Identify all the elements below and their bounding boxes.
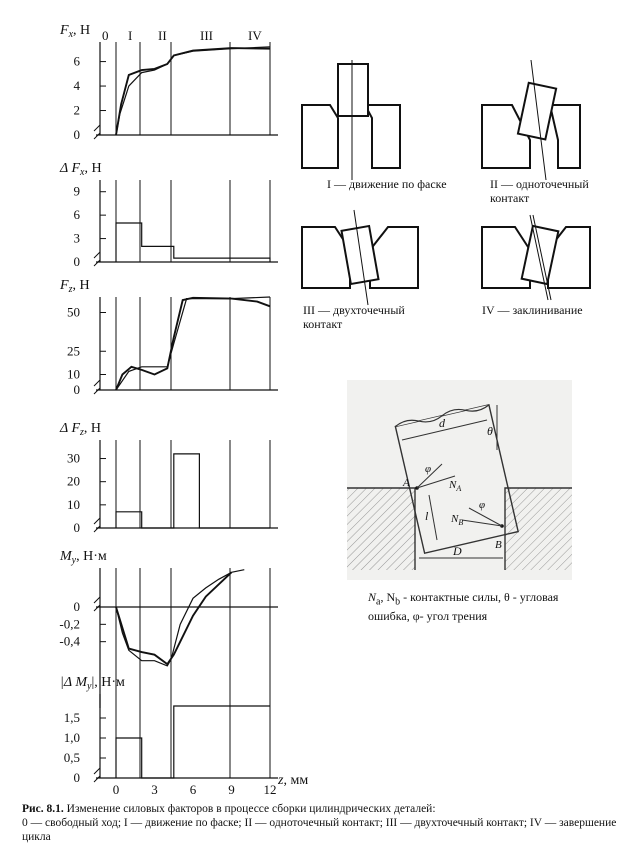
- chart-1-ytick-label-2: 6: [73, 207, 80, 223]
- chart-3-ylabel: Δ $F_z$, Н: [60, 421, 102, 438]
- stage-3-label-line2: контакт: [303, 317, 343, 331]
- chart-5-axis-break: [94, 768, 100, 782]
- chart-5-xtick-label-3: 9: [228, 782, 235, 797]
- chart-5-ytick-label-0: 0: [73, 770, 80, 785]
- caption-legend: 0 — свободный ход; I — движение по фаске; II — одноточечный контакт; III — двухточечный контакт; IV — завершение цикла: [22, 817, 617, 843]
- force-charts-stack: [0, 0, 309, 800]
- chart-2-series-1: [116, 298, 270, 390]
- stage-2-diagram: [482, 60, 580, 180]
- label-NA: $N_A$: [449, 479, 462, 493]
- chart-2-ytick-label-3: 50: [67, 304, 80, 320]
- chart-5-xtick-label-0: 0: [112, 782, 120, 797]
- chart-3-ytick-label-2: 20: [67, 473, 80, 489]
- chart-0-series-1: [116, 48, 270, 135]
- chart-4-ytick-label-0: 0: [73, 599, 80, 614]
- chart-0-series-0: [116, 47, 270, 135]
- label-d: d: [439, 416, 445, 430]
- chart-3-axis-break: [94, 518, 100, 532]
- chart-4-ytick-label-1: -0,2: [59, 616, 80, 632]
- chart-3-series-0: [116, 454, 270, 528]
- stage-4-diagram: [482, 215, 590, 300]
- chart-5-series-0: [116, 706, 270, 778]
- label-phi-A: φ: [425, 463, 432, 475]
- chart-5-xlabel: z, мм: [278, 773, 309, 788]
- label-B: B: [495, 539, 502, 551]
- chart-2-ytick-label-0: 0: [73, 382, 80, 397]
- chart-1-axis-break: [94, 252, 100, 266]
- label-NB: $N_B$: [451, 513, 464, 527]
- chart-4-series-0: [116, 570, 244, 666]
- chart-0-zone-label-4: IV: [248, 28, 262, 43]
- chart-2-ylabel: $F_z$, Н: [60, 278, 90, 295]
- chart-1-ytick-label-0: 0: [73, 254, 80, 269]
- chart-3-ytick-label-0: 0: [73, 520, 80, 535]
- stage-1-diagram: [302, 60, 400, 180]
- chart-0-zone-label-0: 0: [102, 28, 109, 43]
- chart-5-xtick-label-1: 3: [151, 782, 158, 797]
- stage-2-label-line1: II — одноточечный: [490, 177, 589, 191]
- chart-5-xtick-label-4: 12: [263, 782, 277, 797]
- stage-4-label: IV — заклинивание: [482, 303, 583, 317]
- chart-1-ytick-label-3: 9: [73, 183, 80, 199]
- chart-0-ytick-label-2: 4: [73, 78, 80, 94]
- chart-0-ytick-label-3: 6: [73, 53, 80, 69]
- caption-number: Рис. 8.1.: [22, 803, 64, 815]
- stage-2-label-line2: контакт: [490, 191, 530, 205]
- label-A: A: [403, 477, 410, 489]
- chart-2-ytick-label-1: 10: [67, 366, 80, 382]
- figure-caption: [22, 802, 617, 844]
- contact-force-note: $N_a$, $N_b$ - контактные силы, θ - угловая ошибка, φ- угол трения: [368, 590, 559, 624]
- chart-0-zone-label-3: III: [200, 28, 213, 43]
- chart-0-ylabel: $F_x$, Н: [60, 23, 91, 40]
- stage-3-diagram: [302, 210, 418, 305]
- contact-force-diagram: [347, 380, 572, 580]
- chart-5-ytick-label-2: 1,0: [63, 730, 80, 745]
- chart-0-ytick-label-0: 0: [73, 127, 80, 142]
- label-l: l: [425, 509, 429, 523]
- chart-5-ytick-label-1: 0,5: [63, 750, 80, 765]
- chart-0-ytick-label-1: 2: [73, 102, 80, 118]
- chart-3-ytick-label-3: 30: [67, 450, 80, 466]
- stage-1-label: I — движение по фаске: [327, 177, 447, 191]
- stage-2-label: [490, 177, 589, 205]
- chart-0-zone-label-2: II: [158, 28, 167, 43]
- chart-1-series-0: [116, 223, 270, 262]
- chart-5-ytick-label-3: 1,5: [63, 710, 80, 725]
- chart-2-axis-break: [94, 380, 100, 394]
- chart-5-ylabel: |Δ $M_y|$, Н·м: [60, 675, 125, 692]
- chart-2-series-0: [116, 297, 270, 390]
- stage-3-label-line1: III — двухточечный: [303, 303, 405, 317]
- chart-4-axis-break: [94, 597, 100, 611]
- chart-3-ytick-label-1: 10: [67, 496, 80, 512]
- chart-4-ylabel: $M_y$, Н·м: [60, 549, 107, 566]
- label-phi-B: φ: [479, 499, 486, 511]
- chart-0-zone-label-1: I: [128, 28, 133, 43]
- caption-title: Изменение силовых факторов в процессе сборки цилиндрических деталей:: [63, 803, 436, 815]
- chart-2-ytick-label-2: 25: [67, 343, 80, 359]
- chart-5-xtick-label-2: 6: [189, 782, 197, 797]
- stage-3-label: [303, 303, 405, 331]
- label-D: D: [453, 544, 462, 558]
- chart-1-ylabel: Δ $F_x$, Н: [60, 161, 102, 178]
- label-theta: θ: [487, 424, 493, 438]
- chart-0-axis-break: [94, 125, 100, 139]
- chart-1-ytick-label-1: 3: [73, 230, 80, 246]
- chart-4-ytick-label-2: -0,4: [59, 633, 80, 649]
